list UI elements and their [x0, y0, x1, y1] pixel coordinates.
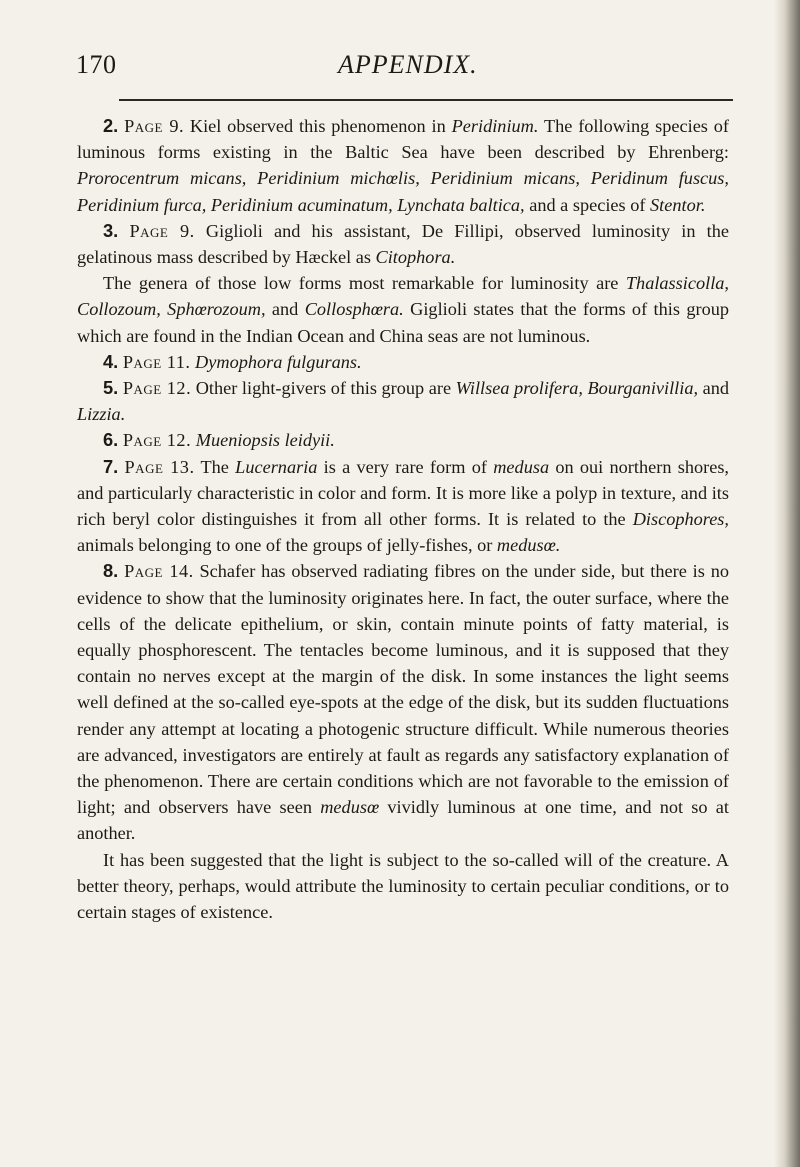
note-number: 2.: [103, 115, 119, 136]
species-name: Collosphœra.: [304, 299, 404, 320]
note-page-reference: Page 12.: [122, 430, 192, 451]
page-edge-shadow: [774, 0, 800, 1167]
note-text: It has been suggested that the light is subject to the so-called will of the creature. A better theory, perhaps, would attribute the luminosity to certain peculiar conditions, or to certain stages of existence.: [77, 849, 729, 923]
note-paragraph: [77, 270, 729, 349]
species-name: Dymophora fulgurans.: [195, 351, 362, 372]
note-paragraph: [77, 113, 729, 218]
note-text: and: [265, 299, 305, 320]
note-text: The genera of those low forms most remarkable for luminosity are: [103, 273, 626, 294]
species-name: Mueniopsis leidyii.: [195, 430, 335, 451]
species-name: medusœ: [320, 797, 380, 818]
note-number: 3.: [103, 219, 119, 241]
appendix-notes: [77, 113, 729, 925]
note-number: 6.: [103, 429, 119, 451]
note-paragraph: [77, 558, 729, 846]
note-page-reference: Page 14.: [124, 561, 194, 582]
species-name: Lucernaria: [235, 456, 318, 477]
species-name: medusa: [493, 456, 550, 477]
note-paragraph: [77, 454, 729, 559]
page-header: [76, 50, 730, 90]
species-name: Discophores,: [632, 509, 729, 530]
note-text: Giglioli states that the forms of this group which are found in the Indian Ocean and China seas are not luminous.: [77, 299, 729, 346]
note-text: on oui northern shores, and particularly characteristic in color and form. It is more like a polyp in texture, and its rich beryl color distinguishes it from all other forms. It is related to the: [77, 456, 730, 530]
note-page-reference: Page 9.: [124, 116, 185, 136]
note-paragraph: [77, 349, 729, 375]
note-page-reference: Page 13.: [124, 456, 195, 477]
note-text: and a species of: [524, 194, 651, 215]
note-number: 4.: [103, 350, 119, 372]
note-text: Other light-givers of this group are: [191, 378, 456, 399]
running-title: APPENDIX.: [338, 50, 478, 79]
species-name: Stentor.: [650, 194, 706, 215]
note-text: and: [698, 378, 730, 399]
note-number: 5.: [103, 377, 119, 399]
species-name: Thalassicolla, Collozoum, Sphœrozoum,: [77, 273, 729, 320]
species-name: Peridinium.: [451, 116, 539, 136]
note-text: Schafer has observed radiating fibres on the under side, but there is no evidence to show that the luminosity originates here. In fact, the outer surface, where the cells of the delicate epithelium, or skin, contain minute points of fatty material, is equally phosphorescent. The tentacles become luminous, and it is supposed that they contain no nerves except at the margin of the disk. In some instances the light seems well defined at the so-called eye-spots at the edge of the disk, but its sudden fluctuations render any attempt at locating a photogenic structure difficult. While numerous theories are advanced, investigators are entirely at fault as regards any satisfactory explanation of the phenomenon. There are certain conditions which are not favorable to the emission of light; and observers have seen: [77, 561, 729, 818]
species-name: Lizzia.: [77, 404, 126, 425]
species-name: Citophora.: [375, 247, 456, 268]
note-text: animals belonging to one of the groups of jelly-fishes, or: [77, 535, 497, 556]
note-text: Kiel observed this phenomenon in: [184, 116, 452, 136]
note-paragraph: [77, 427, 729, 453]
note-text: The following species of luminous forms existing in the Baltic Sea have been described by Ehrenberg:: [77, 116, 729, 163]
note-paragraph: [77, 375, 729, 427]
note-page-reference: Page 9.: [129, 220, 195, 241]
note-paragraph: [77, 847, 729, 926]
note-number: 8.: [103, 560, 119, 582]
species-name: Willsea prolifera, Bourganivillia,: [455, 378, 699, 399]
page-number: 170: [76, 50, 117, 79]
note-page-reference: Page 11.: [122, 351, 191, 372]
note-text: Giglioli and his assistant, De Fillipi, observed luminosity in the gelatinous mass described by Hæckel as: [77, 220, 729, 268]
note-text: The: [194, 456, 236, 477]
note-number: 7.: [103, 455, 119, 477]
species-name: medusœ.: [496, 535, 561, 556]
note-paragraph: [77, 218, 729, 270]
species-name: Prorocentrum micans, Peridinium michœlis, Peridinium micans, Peridinum fuscus, Peridinium furca, Peridinium acuminatum, Lynchata baltica,: [77, 168, 729, 215]
note-text: is a very rare form of: [317, 456, 494, 477]
note-page-reference: Page 12.: [122, 378, 192, 399]
header-rule: [119, 99, 733, 101]
note-text: vividly luminous at one time, and not so at another.: [77, 797, 729, 844]
